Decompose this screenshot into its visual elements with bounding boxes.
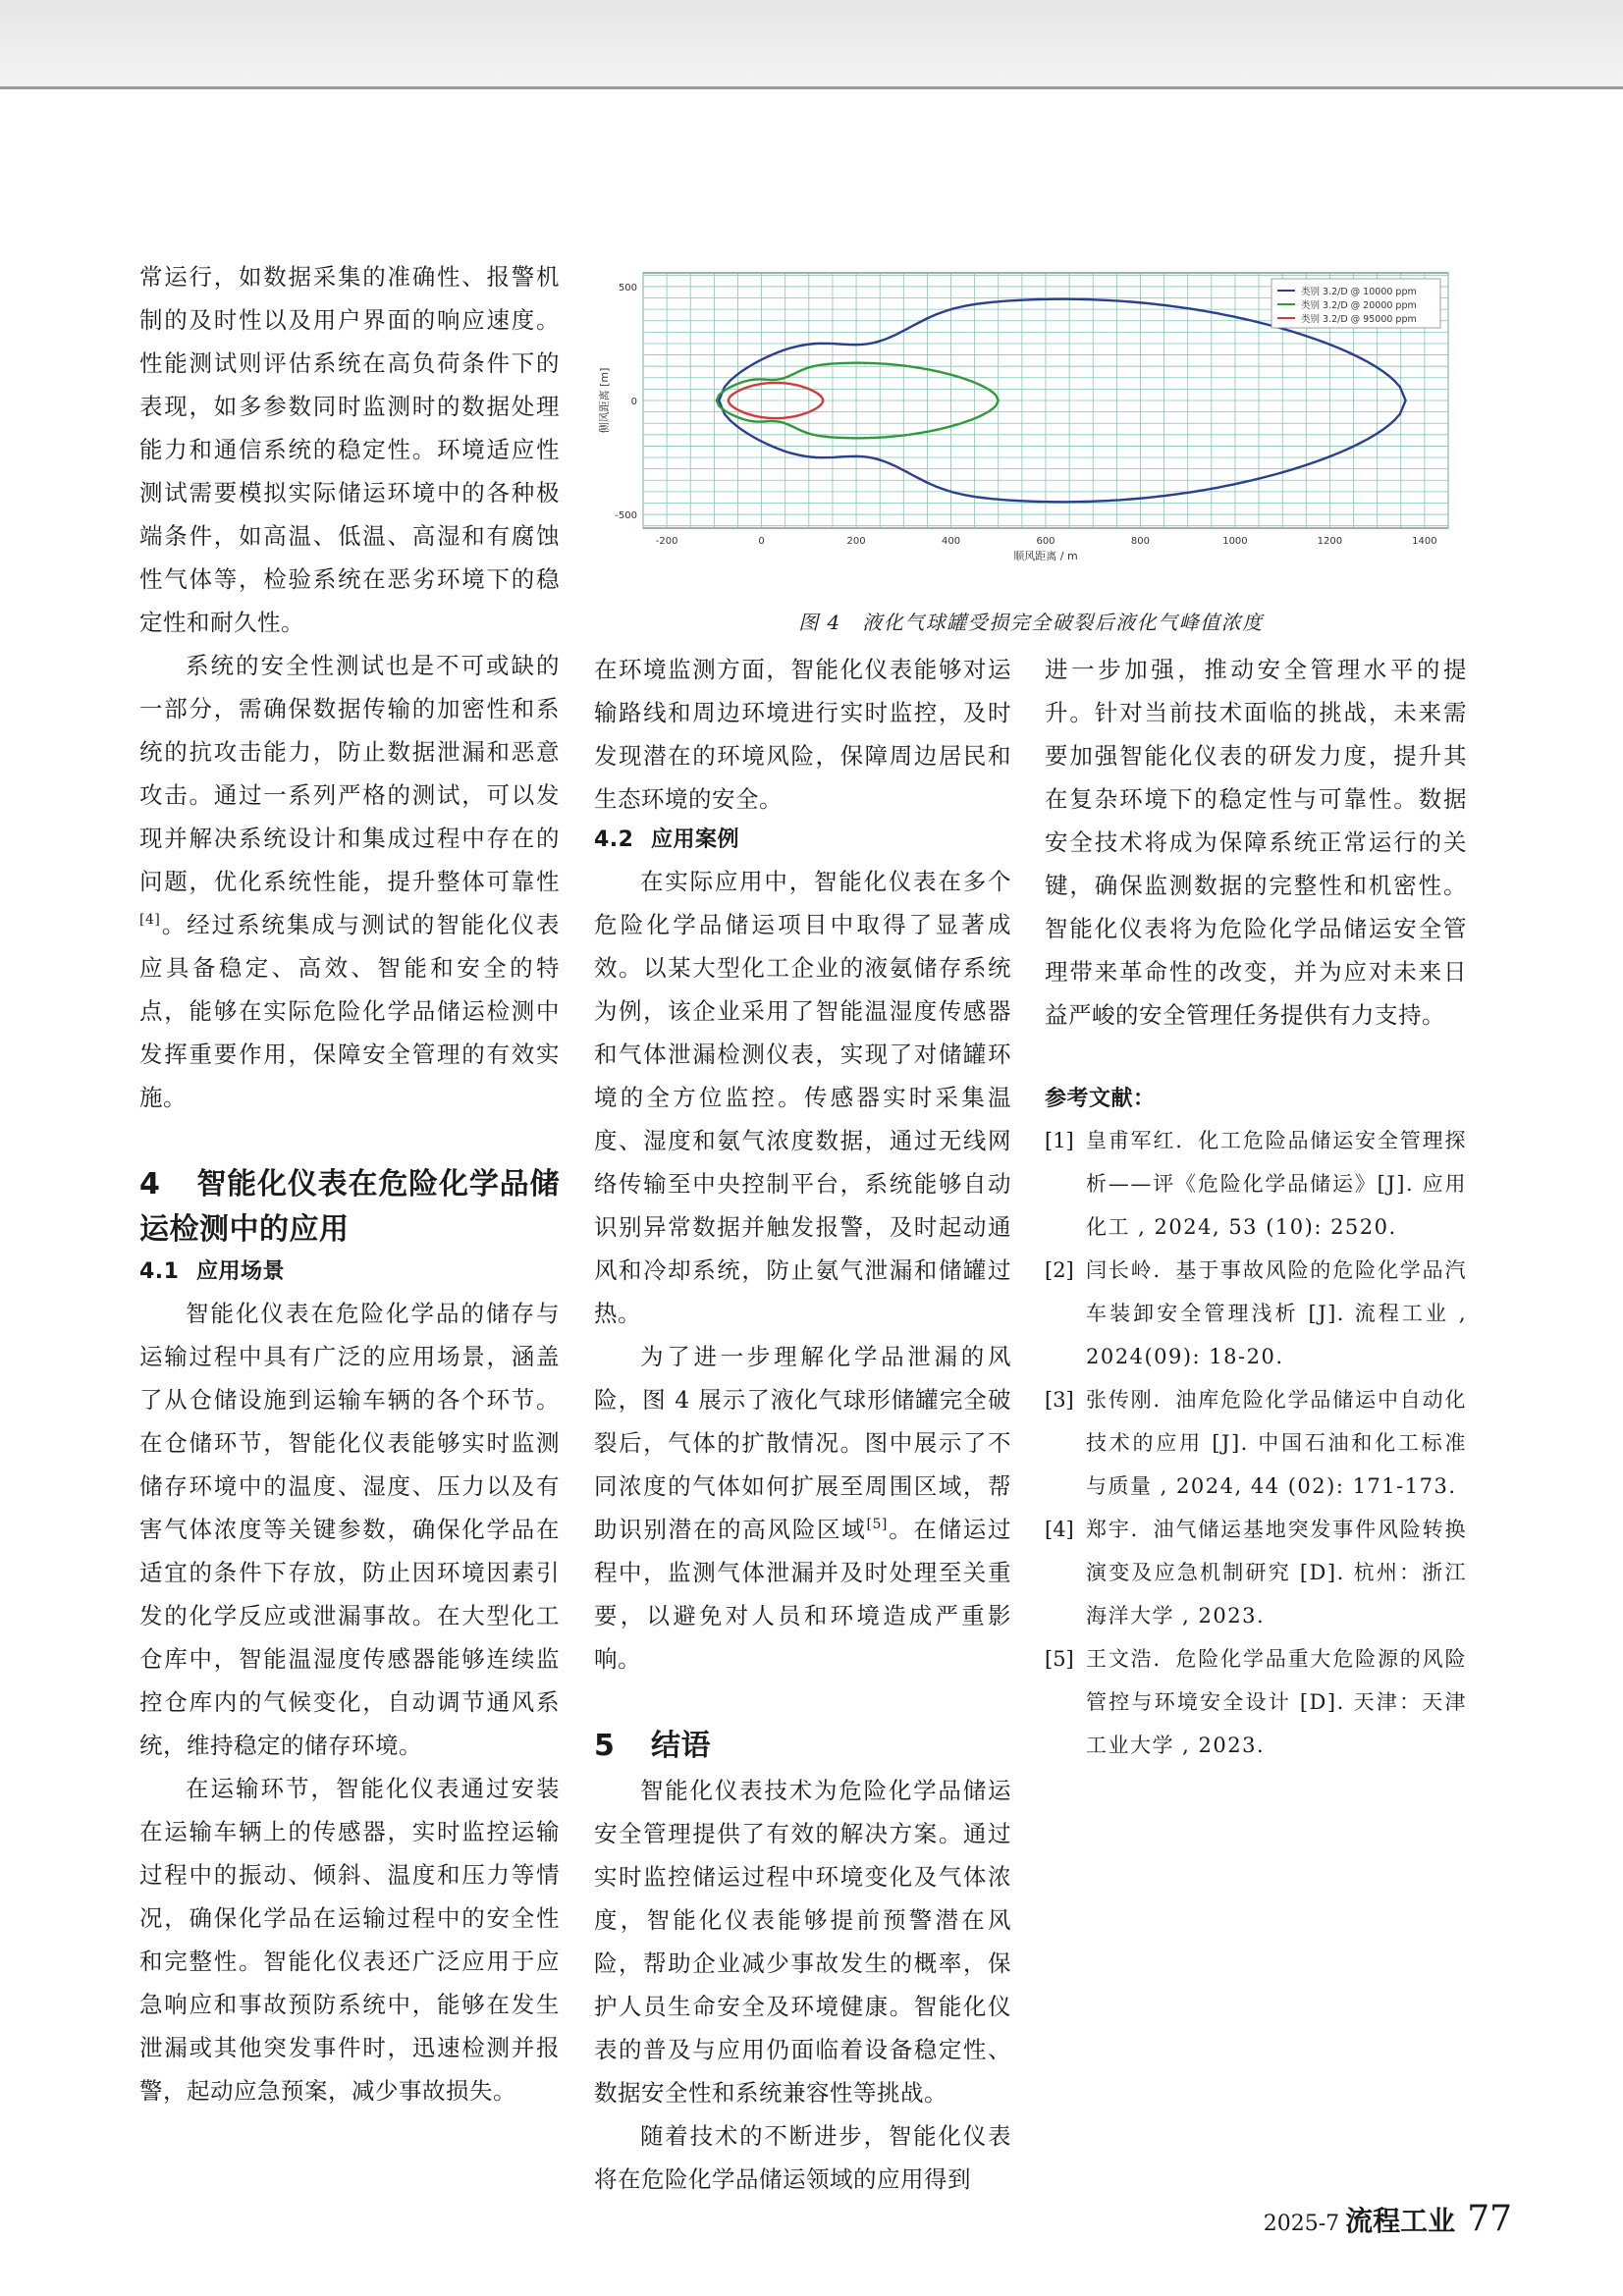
x-tick-label: 600 <box>1036 536 1055 547</box>
page-footer <box>1247 2199 1512 2239</box>
paragraph: 常运行，如数据采集的准确性、报警机制的及时性以及用户界面的响应速度。性能测试则评估系统在高负荷条件下的表现，如多参数同时监测时的数据处理能力和通信系统的稳定性。环境适应性测试需要模拟实际储运环境中的各种极端条件，如高温、低温、高湿和有腐蚀性气体等，检验系统在恶劣环境下的稳定性和耐久性。 <box>139 263 560 636</box>
x-tick-label: 1400 <box>1412 536 1437 547</box>
paragraph: 随着技术的不断进步，智能化仪表将在危险化学品储运领域的应用得到 <box>594 2122 1011 2193</box>
paragraph: 智能化仪表在危险化学品的储存与运输过程中具有广泛的应用场景，涵盖了从仓储设施到运输车辆的各个环节。在仓储环节，智能化仪表能够实时监测储存环境中的温度、湿度、压力以及有害气体浓度等关键参数，确保化学品在适宜的条件下存放，防止因环境因素引发的化学反应或泄漏事故。在大型化工仓库中，智能温湿度传感器能够连续监控仓库内的气候变化，自动调节通风系统，维持稳定的储存环境。 <box>139 1300 560 1759</box>
page-number: 77 <box>1467 2199 1512 2239</box>
legend-label: 类别 3.2/D @ 10000 ppm <box>1301 287 1417 297</box>
x-tick-label: 200 <box>846 536 866 547</box>
legend-label: 类别 3.2/D @ 20000 ppm <box>1301 300 1417 311</box>
x-axis-label: 顺风距离 / m <box>1013 550 1078 562</box>
x-tick-label: 800 <box>1130 536 1151 547</box>
section-heading-5: 5 结语 <box>594 1729 711 1763</box>
paragraph: 智能化仪表技术为危险化学品储运安全管理提供了有效的解决方案。通过实时监控储运过程中环境变化及气体浓度，智能化仪表能够提前预警潜在风险，帮助企业减少事故发生的概率，保护人员生命安全及环境健康。智能化仪表的普及与应用仍面临着设备稳定性、数据安全性和系统兼容性等挑战。 <box>594 1777 1011 2107</box>
subsection-heading-4-2: 4.2 应用案例 <box>594 828 740 852</box>
column-middle <box>594 648 1011 2201</box>
paragraph: 在实际应用中，智能化仪表在多个危险化学品储运项目中取得了显著成效。以某大型化工企业的液氨储存系统为例，该企业采用了智能温湿度传感器和气体泄漏检测仪表，实现了对储罐环境的全方位监控。传感器实时采集温度、湿度和氨气浓度数据，通过无线网络传输至中央控制平台，系统能够自动识别异常数据并触发报警，及时起动通风和冷却系统，防止氨气泄漏和储罐过热。 <box>594 868 1011 1327</box>
journal-name: 流程工业 <box>1345 2205 1456 2237</box>
x-tick-label: 0 <box>758 536 765 547</box>
paragraph: 进一步加强，推动安全管理水平的提升。针对当前技术面临的挑战，未来需要加强智能化仪表的研发力度，提升其在复杂环境下的稳定性与可靠性。数据安全技术将成为保障系统正常运行的关键，确保监测数据的完整性和机密性。智能化仪表将为危险化学品储运安全管理带来革命性的改变，并为应对未来日益严峻的安全管理任务提供有力支持。 <box>1045 656 1467 1029</box>
legend-label: 类别 3.2/D @ 95000 ppm <box>1301 314 1417 325</box>
reference-item: [3] 张传刚．油库危险化学品储运中自动化技术的应用 [J]. 中国石油和化工标准与质量 , 2024, 44 (02): 171-173. <box>1045 1388 1467 1498</box>
issue-number: 2025-7 <box>1263 2212 1340 2236</box>
x-tick-label: -200 <box>655 536 678 547</box>
reference-item: [1] 皇甫军红．化工危险品储运安全管理探析——评《危险化学品储运》[J]. 应用化工 , 2024, 53 (10): 2520. <box>1045 1129 1467 1239</box>
subsection-heading-4-1: 4.1 应用场景 <box>139 1259 286 1284</box>
x-tick-label: 400 <box>941 536 961 547</box>
x-tick-label: 1200 <box>1317 536 1343 547</box>
paragraph: 在环境监测方面，智能化仪表能够对运输路线和周边环境进行实时监控，及时发现潜在的环境风险，保障周边居民和生态环境的安全。 <box>594 656 1011 813</box>
figure-caption: 图 4 液化气球罐受损完全破裂后液化气峰值浓度 <box>798 611 1264 634</box>
reference-item: [4] 郑宇．油气储运基地突发事件风险转换演变及应急机制研究 [D]. 杭州：浙江海洋大学 , 2023. <box>1045 1518 1467 1628</box>
y-tick-label: 500 <box>618 282 637 294</box>
column-left <box>139 255 560 2112</box>
paragraph: 系统的安全性测试也是不可或缺的一部分，需确保数据传输的加密性和系统的抗攻击能力，防止数据泄漏和恶意攻击。通过一系列严格的测试，可以发现并解决系统设计和集成过程中存在的问题，优化系统性能，提升整体可靠性[4]。经过系统集成与测试的智能化仪表应具备稳定、高效、智能和安全的特点，能够在实际危险化学品储运检测中发挥重要作用，保障安全管理的有效实施。 <box>139 652 560 1111</box>
references-title: 参考文献： <box>1045 1087 1156 1111</box>
y-tick-label: -500 <box>615 510 637 522</box>
section-heading-4: 4 智能化仪表在危险化学品储运检测中的应用 <box>139 1167 560 1247</box>
dispersion-chart <box>594 255 1468 609</box>
reference-item: [5] 王文浩．危险化学品重大危险源的风险管控与环境安全设计 [D]. 天津：天津工业大学 , 2023. <box>1045 1647 1467 1757</box>
paragraph: 在运输环节，智能化仪表通过安装在运输车辆上的传感器，实时监控运输过程中的振动、倾斜、温度和压力等情况，确保化学品在运输过程中的安全性和完整性。智能化仪表还广泛应用于应急响应和事故预防系统中，能够在发生泄漏或其他突发事件时，迅速检测并报警，起动应急预案，减少事故损失。 <box>139 1775 560 2105</box>
x-tick-label: 1000 <box>1222 536 1248 547</box>
column-right <box>1045 648 1467 1767</box>
paragraph: 为了进一步理解化学品泄漏的风险，图 4 展示了液化气球形储罐完全破裂后，气体的扩散情况。图中展示了不同浓度的气体如何扩展至周围区域，帮助识别潜在的高风险区域[5]。在储运过程中，监测气体泄漏并及时处理至关重要，以避免对人员和环境造成严重影响。 <box>594 1343 1012 1673</box>
y-axis-label: 侧风距离 [m] <box>598 367 611 434</box>
reference-item: [2] 闫长岭．基于事故风险的危险化学品汽车装卸安全管理浅析 [J]. 流程工业 , 2024(09): 18-20. <box>1045 1258 1467 1368</box>
page-header-bar <box>0 0 1623 89</box>
citation: [5] <box>866 1517 888 1533</box>
citation: [4] <box>139 912 161 929</box>
y-tick-label: 0 <box>630 397 637 407</box>
figure-4 <box>594 255 1468 638</box>
